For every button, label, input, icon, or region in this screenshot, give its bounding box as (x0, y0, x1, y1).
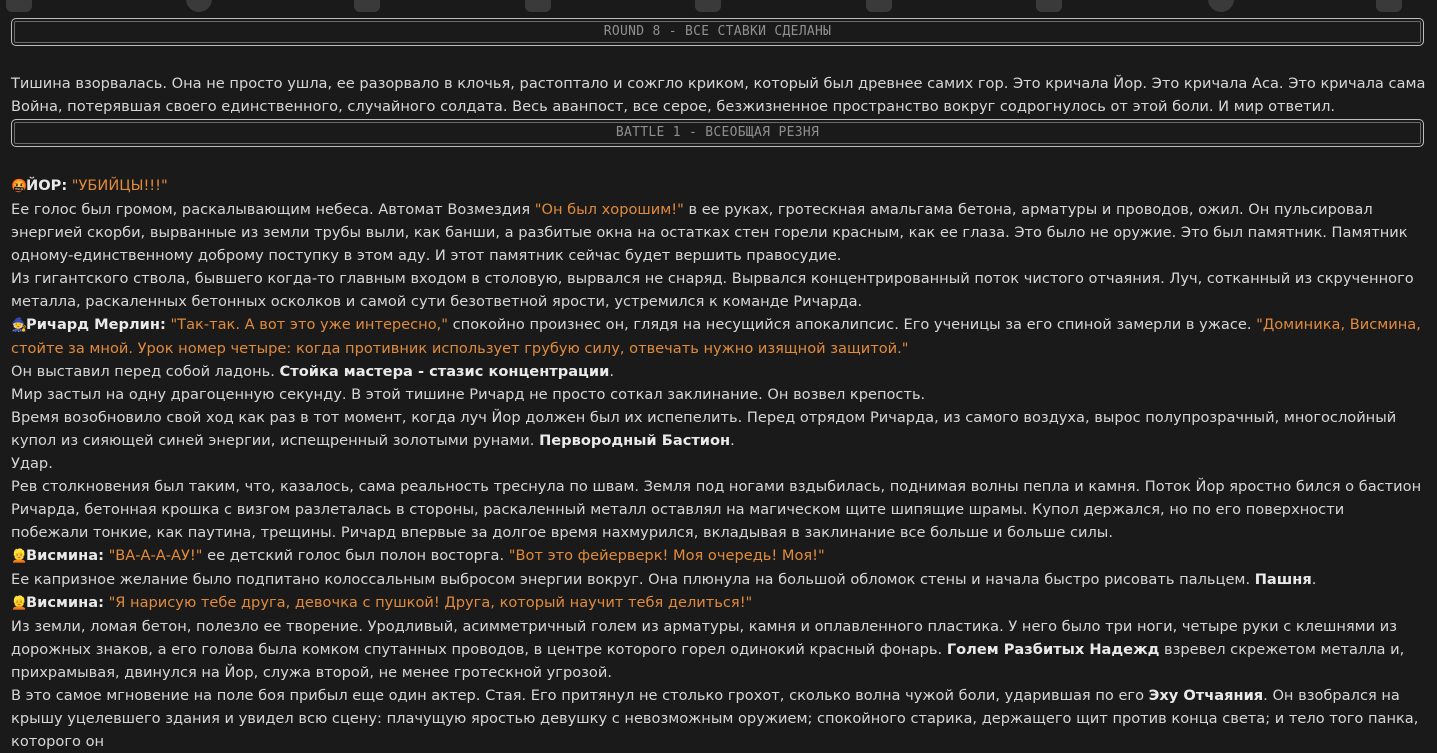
skill-name: Первородный Бастион (539, 432, 731, 449)
speaker-name: Висмина: (26, 547, 104, 564)
list-item: Мир застыл на одну драгоценную секунду. В этой тишине Ричард не просто соткал заклинание. Он возвел крепость. (11, 386, 926, 403)
speaker-name: Висмина: (26, 594, 104, 611)
round-banner: ROUND 8 - ВСЕ СТАВКИ СДЕЛАНЫ (11, 18, 1424, 46)
controls-icon[interactable] (6, 0, 32, 12)
user-card-icon[interactable] (1376, 0, 1402, 12)
scroll-icon[interactable] (695, 0, 721, 12)
list-item: Он выставил перед собой ладонь. Стойка мастера - стазис концентрации. (11, 363, 614, 380)
story-body (11, 174, 1426, 753)
list-item: Удар. (11, 455, 53, 472)
quote: "Доминика, Висмина, стойте за мной. Урок номер четыре: когда противник использует грубую силу, отвечать нужно изящной защитой." (11, 316, 1421, 357)
list-item: Рев столкновения был таким, что, казалось, сама реальность треснула по швам. Земля под ногами вздыбилась, поднимая волны пепла и камня. Поток Йор яростно бился о бастион Ричарда, бетонная крошка с визгом разлеталась в стороны, раскаленный металл оставлял на магическом щите шипящие шрамы. Купол держался, но по его поверхности побежали тонкие, как паутина, трещины. Ричард впервые за долгое время нахмурился, вкладывая в заклинание все больше и больше силы. (11, 478, 1422, 541)
skill-name: Эху Отчаяния (1148, 687, 1264, 704)
list-item: Из земли, ломая бетон, полезло ее творение. Уродливый, асимметричный голем из арматуры, камня и оплавленного пластика. У него было три ноги, четыре руки с клешнями из дорожных знаков, а его голова была комком спутанных проводов, в центре которого горел одинокий красный фонарь. Голем Разбитых Надежд взревел скрежетом металла и, прихрамывая, двинулся на Йор, служа второй, не менее гротескной угрозой. (11, 618, 1405, 681)
skill-name: Голем Разбитых Надежд (946, 641, 1160, 658)
list-item: 🧙Ричард Мерлин: "Так-так. А вот это уже интересно," спокойно произнес он, глядя на несущийся апокалипсис. Его ученицы за его спиной замерли в ужасе. "Доминика, Висмина, стойте за мной. Урок номер четыре: когда противник использует грубую силу, отвечать нужно изящной защитой." (11, 316, 1421, 357)
list-item (11, 174, 1426, 198)
list-item: Ее капризное желание было подпитано колоссальным выбросом энергии вокруг. Она плюнула на большой обломок стены и начала быстро рисовать пальцем. Пашня. (11, 571, 1317, 588)
quote: "Я нарисую тебе друга, девочка с пушкой! Друга, который научит тебя делиться!" (108, 594, 753, 611)
box-icon[interactable] (866, 0, 892, 12)
angry-face-icon: 🤬 (11, 179, 28, 194)
list-item: Из гигантского ствола, бывшего когда-то главным входом в столовую, вырвался не снаряд. Вырвался концентрированный поток чистого отчаяния. Луч, сотканный из скрученного металла, раскаленных бетонных осколков и самой сути безответной ярости, устремился к команде Ричарда. (11, 270, 1414, 310)
speaker-name: Ричард Мерлин: (26, 316, 166, 333)
blond-person-icon: 👱 (11, 596, 28, 611)
intro-paragraph: Тишина взорвалась. Она не просто ушла, ее разорвало в клочья, растоптало и сожгло криком, который был древнее самих гор. Это кричала Йор. Это кричала Аса. Это кричала сама Война, потерявшая своего единственного, случайного солдата. Весь аванпост, все серое, безжизненное пространство вокруг содрогнулось от этой боли. И мир ответил. (11, 75, 1426, 115)
list-item (11, 591, 1426, 615)
quote: "Он был хорошим!" (534, 201, 684, 218)
quote: "Так-так. А вот это уже интересно," (170, 316, 449, 333)
list-item: В это самое мгновение на поле боя прибыл еще один актер. Стая. Его притянул не столько грохот, сколько волна чужой боли, ударившая по его Эху Отчаяния. Он взобрался на крышу уцелевшего здания и увидел всю сцену: плачущую яростью девушку с невозможным оружием; спокойного старика, держащего щит против конца света; и тело того панка, которого он (11, 687, 1419, 750)
quote: "ВА-А-А-АУ!" (108, 547, 203, 564)
wizard-icon: 🧙 (11, 318, 28, 333)
chat-icon[interactable] (525, 0, 551, 12)
skill-name: Пашня (1254, 571, 1312, 588)
list-item: 👱Висмина: "ВА-А-А-АУ!" ее детский голос был полон восторга. "Вот это фейерверк! Моя очередь! Моя!" (11, 544, 1426, 568)
list-item: Ее голос был громом, раскалывающим небеса. Автомат Возмездия "Он был хорошим!" в ее руках, гротескная амальгама бетона, арматуры и проводов, ожил. Он пульсировал энергией скорби, вырванные из земли трубы выли, как банши, а разбитые окна на остатках стен горели красным, как ее глаза. Это было не оружие. Это был памятник. Памятник одному-единственному доброму поступку в этом аду. И этот памятник сейчас будет вершить правосудие. (11, 201, 1408, 264)
emoji-icon[interactable] (1208, 0, 1234, 12)
speaker-name: ЙОР: (26, 177, 68, 194)
skill-name: Стойка мастера - стазис концентрации (279, 363, 610, 380)
list-item: Время возобновило свой ход как раз в тот момент, когда луч Йор должен был их испепелить. Перед отрядом Ричарда, из самого воздуха, вырос полупрозрачный, многослойный купол из сияющей синей энергии, испещренный золотыми рунами. Первородный Бастион. (11, 409, 1397, 449)
pin-icon[interactable] (186, 0, 212, 12)
cube-icon[interactable] (1036, 0, 1062, 12)
quote: "Вот это фейерверк! Моя очередь! Моя!" (508, 547, 825, 564)
font-icon[interactable] (354, 0, 380, 12)
battle-banner: BATTLE 1 - ВСЕОБЩАЯ РЕЗНЯ (11, 119, 1424, 147)
top-toolbar (0, 0, 1437, 16)
quote: "УБИЙЦЫ!!!" (71, 177, 168, 194)
blond-person-icon: 👱 (11, 549, 28, 564)
